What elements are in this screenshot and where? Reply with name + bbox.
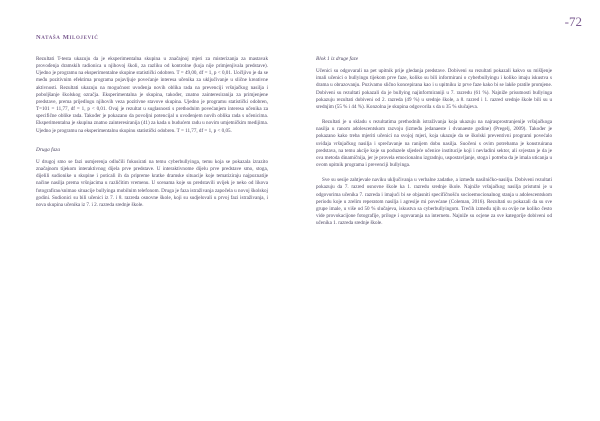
paragraph: Sve su sesije zahtjevale naviku uključivanja u verbalne zadatke, a između nasilničko-nasilju. Dobiveni rezultati pokazuju da 7. razred osnovne škole ka 1. razredu srednje škole. Najniže vršnjačkog nasilja pristutni je u odgovorima učenika 7. razreda i imajući bi se objasniti specifičnošću socioemocionalnog stanja u adolescentskom periodu koje u zrelim reperatom nasilja i agresije mi povećane (Coleman, 2016). Rezultati su pokazali da su sve grupe imale, u više od 50 % slučajeva, iskustva sa cyberbullyingom. Trećih između njih su ovije ne koliko često vide provokacijone fotografije, priloge i ogovaranja na internetu. Najniže su ocjene za sve kategorije dobiveni od učenika 1. razreda srednje škole. xyxy=(316,177,552,227)
left-column xyxy=(36,56,268,209)
page-number: -72 xyxy=(564,14,582,29)
paragraph: Rezultati T-testa ukazuju da je eksperimentalna skupina u značajnoj mjeri za misterizanja za mastavak provođenja dramskih radionica u njihovoj školi, za razliku od kontrolne (koja nije primjenjivala predstave). Ujedno je programu na eksperimentalne skupine statistički odobren. T = 49,00, df = 1, p < 0,01. Uočljivo je da se među pozitivnim efektima programa pojavljuje povećanje interesa učenika za uključivanje u slične kreativne aktivnosti. Rezultati ukazuju na mogućnost uvođenja novih oblika rada na prevenciji vršnjačkog nasilja i poboljšanje školskog ozračja. Eksperimentalna je skupina, također, znatno zainteresiranija za primjenjene predstave, prema prijedlogu njihovih veza pozitivne stavove skupina. Ujedno je programu statistički odobren, T=101 = 11,77, df = 1, p < 0,01. Ovaj je rezultat u suglasnosti s prethodnim povećanjem interesa učenika za specifične oblike rada. Također je pokazano da povoljni potencijal u uvođenjem novih oblika rada s učenicima. Eksperimentalna je skupina znatno zainteresiranija (41) za kada u budućem radu u novim umjetničkim medijima. Ujedno je programu na eksperimentalnu skupinu statistički odobren. T = 11,77, df = 1, p < 0,05. xyxy=(36,56,268,134)
paragraph: Rezultati je u skladu s rezultatima prethodnih istraživanja koja ukazuju na najrasprostranjenije vršnjačkoga nasilja u ranom adolescentskom razvoju (između jedanaeste i dvanaeste godine) (Pregelj, 2009). Također je pokazano kako treba mjeriti učenici na svojoj mjeri, koja ukazuje da se školski preventivni programi povećalo uviđaja vršnjačkog nasilja i sprečavanje na ranijem dobu nasilja. Suočeni s ovim potrebama je konstruirana predstava, na temu akcije koje su poduzele sljedeće učenice institucije koji i nevladini sektor, ali svjestan je da je ova metoda dinamičnija, jer je provela emocionalnu izgradnju, uspostavljanje, stoga i potreba da je imala uticanja u ovom upitnik programa i prevenciji bullyinga. xyxy=(316,119,552,169)
right-column xyxy=(316,56,552,227)
paragraph: U drugoj smo se fazi usmjerenja odlučili fokusirati na temu cyberbullyinga, temu koja se pokazala izrazito značajnom tijekom interaktivnog dijela prve predstave. U interaktivnome dijelu prve predstave smo, stoga, dijelili sudionike u skupine i poticali ih da pripreme kratke dramske situacije koje tematiziraju najpoznatije načine nasilja prema vršnjacima u različitim vremenu. U scenama koje su predstavili uvijek je neko od likova fotografirao/snimao situacije bullyinga mobilnim telefonom. Druga je faza istraživanja započela u novoj školskoj godini. Sudionici su bili učenici iz 7. i 8. razreda osnovne škole, koji su sudjelovali u prvoj fazi istraživanja, i nova skupina učenika iz 7. i 2. razreda srednje škole. xyxy=(36,158,268,208)
section-heading: Druga faza xyxy=(36,146,60,153)
author-name: Nataša Milojević xyxy=(36,34,99,41)
paragraph-gap xyxy=(316,111,552,119)
paragraph: Učenici su odgovarali na pet upitnik prije gledanja predstave. Dobiveni su rezultati pokazali kakvo su mišljenje imali učenici o bullyingu tijekom prve faze, koliko su bili informirani o cyberbullyingu i koliko imaju iskustva s drama u obrazovanju. Pozivamo slično koncepirana kao i u upitniku iz prve faze kako bi se lakše pratile promjene. Dobiveni su rezultati pokazali da je bullying najinformiraniji u 7. razredu (61 %). Najniže prisutnosti bullyinga pokazuju rezultati dobiveni od 2. razreda (49 %) u srednje škole, a 8. razred i 1. razred srednje škole bili su u srednjim (55 % i 44 %). Konzolna je skupina odgovorila s da u 35 % slučajeva. xyxy=(316,68,552,110)
section-heading: Blok 1 iz druge faze xyxy=(316,56,359,62)
paragraph-gap xyxy=(316,169,552,177)
